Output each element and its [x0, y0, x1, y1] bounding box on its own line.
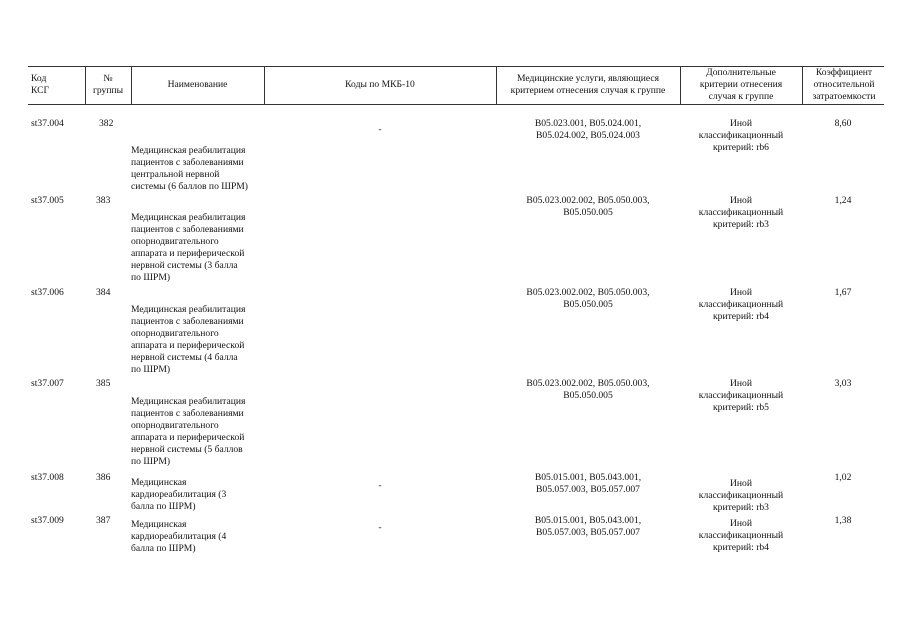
- row-extra-criteria: Иной классификационный критерий: rb3: [698, 195, 784, 230]
- row-mkb-codes: -: [378, 522, 382, 533]
- header-medical-services: Медицинские услуги, являющиеся критерием отнесения случая к группе: [510, 73, 666, 96]
- row-name: Медицинская реабилитация пациентов с заболеваниями опорнодвигательного аппарата и периферической нервной системы (4 балла по ШРМ): [131, 304, 246, 375]
- row-coefficient: 1,24: [834, 195, 852, 206]
- header-bottom-rule: [28, 104, 884, 105]
- row-medical-services: B05.023.002.002, B05.050.003, B05.050.005: [526, 195, 650, 218]
- row-coefficient: 3,03: [834, 378, 852, 389]
- row-coefficient: 1,67: [834, 287, 852, 298]
- row-ksg-code: st37.008: [31, 472, 64, 483]
- row-group-number: 382: [99, 118, 114, 129]
- row-group-number: 386: [96, 472, 111, 483]
- row-group-number: 385: [96, 378, 111, 389]
- row-coefficient: 8,60: [834, 118, 852, 129]
- row-mkb-codes: -: [378, 480, 382, 491]
- row-mkb-codes: -: [378, 124, 382, 135]
- row-extra-criteria: Иной классификационный критерий: rb3: [698, 478, 784, 513]
- row-medical-services: B05.023.002.002, B05.050.003, B05.050.005: [526, 378, 650, 401]
- row-ksg-code: st37.006: [31, 287, 64, 298]
- row-name: Медицинская реабилитация пациентов с заболеваниями опорнодвигательного аппарата и периферической нервной системы (3 балла по ШРМ): [131, 212, 246, 283]
- row-group-number: 384: [96, 287, 111, 298]
- row-ksg-code: st37.007: [31, 378, 64, 389]
- row-group-number: 387: [96, 515, 111, 526]
- row-medical-services: B05.023.001, B05.024.001, B05.024.002, B05.024.003: [534, 118, 642, 141]
- row-ksg-code: st37.004: [31, 118, 64, 129]
- row-ksg-code: st37.005: [31, 195, 64, 206]
- header-mkb-codes: Коды по МКБ-10: [345, 79, 415, 90]
- row-extra-criteria: Иной классификационный критерий: rb6: [698, 118, 784, 153]
- row-extra-criteria: Иной классификационный критерий: rb5: [698, 378, 784, 413]
- row-name: Медицинская кардиореабилитация (3 балла по ШРМ): [131, 477, 227, 512]
- row-coefficient: 1,38: [834, 515, 852, 526]
- row-group-number: 383: [96, 195, 111, 206]
- row-ksg-code: st37.009: [31, 515, 64, 526]
- row-medical-services: B05.015.001, B05.043.001, B05.057.003, B05.057.007: [534, 472, 642, 495]
- row-coefficient: 1,02: [834, 472, 852, 483]
- row-medical-services: B05.015.001, B05.043.001, B05.057.003, B05.057.007: [534, 515, 642, 538]
- header-ksg-code: Код КСГ: [31, 73, 50, 96]
- row-name: Медицинская кардиореабилитация (4 балла по ШРМ): [131, 519, 227, 554]
- row-name: Медицинская реабилитация пациентов с заболеваниями центральной нервной системы (6 баллов по ШРМ): [131, 145, 248, 192]
- row-name: Медицинская реабилитация пациентов с заболеваниями опорнодвигательного аппарата и периферической нервной системы (5 баллов по ШРМ): [131, 396, 246, 467]
- header-extra-criteria: Дополнительные критерии отнесения случая к группе: [699, 67, 783, 102]
- header-group-number: № группы: [92, 73, 124, 96]
- row-extra-criteria: Иной классификационный критерий: rb4: [698, 287, 784, 322]
- header-name: Наименование: [167, 79, 228, 90]
- row-extra-criteria: Иной классификационный критерий: rb4: [698, 518, 784, 553]
- header-coefficient: Коэффициент относительной затратоемкости: [812, 67, 876, 102]
- row-medical-services: B05.023.002.002, B05.050.003, B05.050.005: [526, 287, 650, 310]
